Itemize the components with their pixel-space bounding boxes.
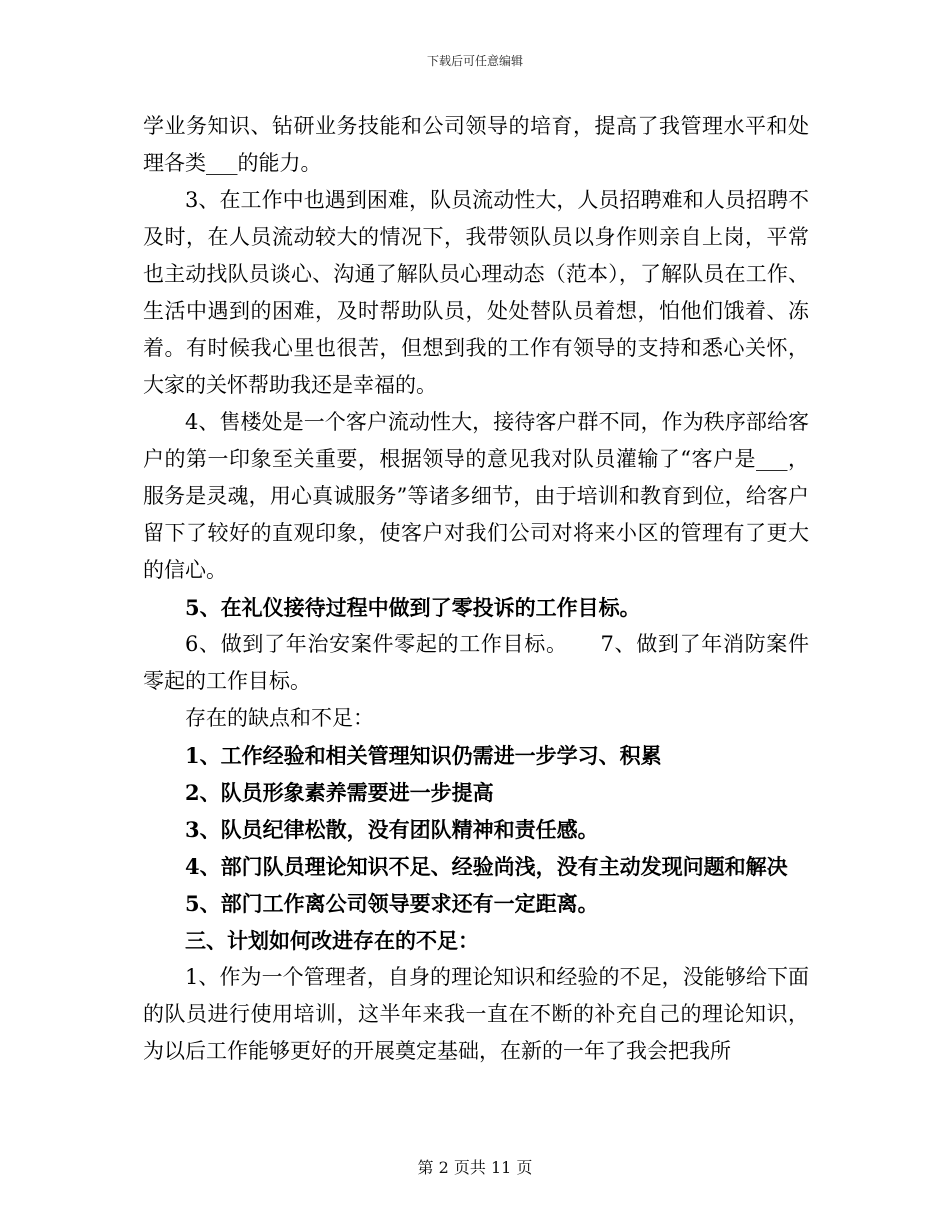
paragraph-item-5: 5、在礼仪接待过程中做到了零投诉的工作目标。 bbox=[185, 595, 641, 620]
section-improvement-heading: 三、计划如何改进存在的不足： bbox=[185, 928, 479, 953]
paragraph-items-6-7: 6、做到了年治安案件零起的工作目标。 7、做到了年消防案件零起的工作目标。 bbox=[143, 632, 809, 693]
shortcoming-item-5: 5、部门工作离公司领导要求还有一定距离。 bbox=[185, 891, 599, 916]
improvement-item-1: 1、作为一个管理者，自身的理论知识和经验的不足，没能够给下面的队员进行使用培训，这半年来我一直在不断的补充自己的理论知识，为以后工作能够更好的开展奠定基础，在新的一年了我会把我所 bbox=[143, 965, 809, 1063]
document-body bbox=[143, 108, 809, 1070]
paragraph-continuation: 学业务知识、钻研业务技能和公司领导的培育，提高了我管理水平和处理各类___的能力。 bbox=[143, 114, 809, 175]
shortcoming-item-3: 3、队员纪律松散，没有团队精神和责任感。 bbox=[185, 817, 599, 842]
shortcoming-item-2: 2、队员形象素养需要进一步提高 bbox=[185, 780, 494, 805]
paragraph-item-4: 4、售楼处是一个客户流动性大，接待客户群不同，作为秩序部给客户的第一印象至关重要，根据领导的意见我对队员灌输了“客户是___，服务是灵魂，用心真诚服务”等诸多细节，由于培训和教育到位，给客户留下了较好的直观印象，使客户对我们公司对将来小区的管理有了更大的信心。 bbox=[143, 410, 809, 582]
paragraph-item-3: 3、在工作中也遇到困难，队员流动性大，人员招聘难和人员招聘不及时，在人员流动较大的情况下，我带领队员以身作则亲自上岗，平常也主动找队员谈心、沟通了解队员心理动态（范本），了解队员在工作、生活中遇到的困难，及时帮助队员，处处替队员着想，怕他们饿着、冻着。有时候我心里也很苦，但想到我的工作有领导的支持和悉心关怀，大家的关怀帮助我还是幸福的。 bbox=[143, 188, 809, 397]
section-shortcomings-heading: 存在的缺点和不足： bbox=[185, 706, 374, 730]
shortcoming-item-4: 4、部门队员理论知识不足、经验尚浅，没有主动发现问题和解决 bbox=[185, 854, 788, 879]
page-header: 下载后可任意编辑 bbox=[426, 54, 523, 68]
page-footer: 第 2 页共 11 页 bbox=[417, 1158, 533, 1177]
shortcoming-item-1: 1、工作经验和相关管理知识仍需进一步学习、积累 bbox=[185, 743, 662, 768]
